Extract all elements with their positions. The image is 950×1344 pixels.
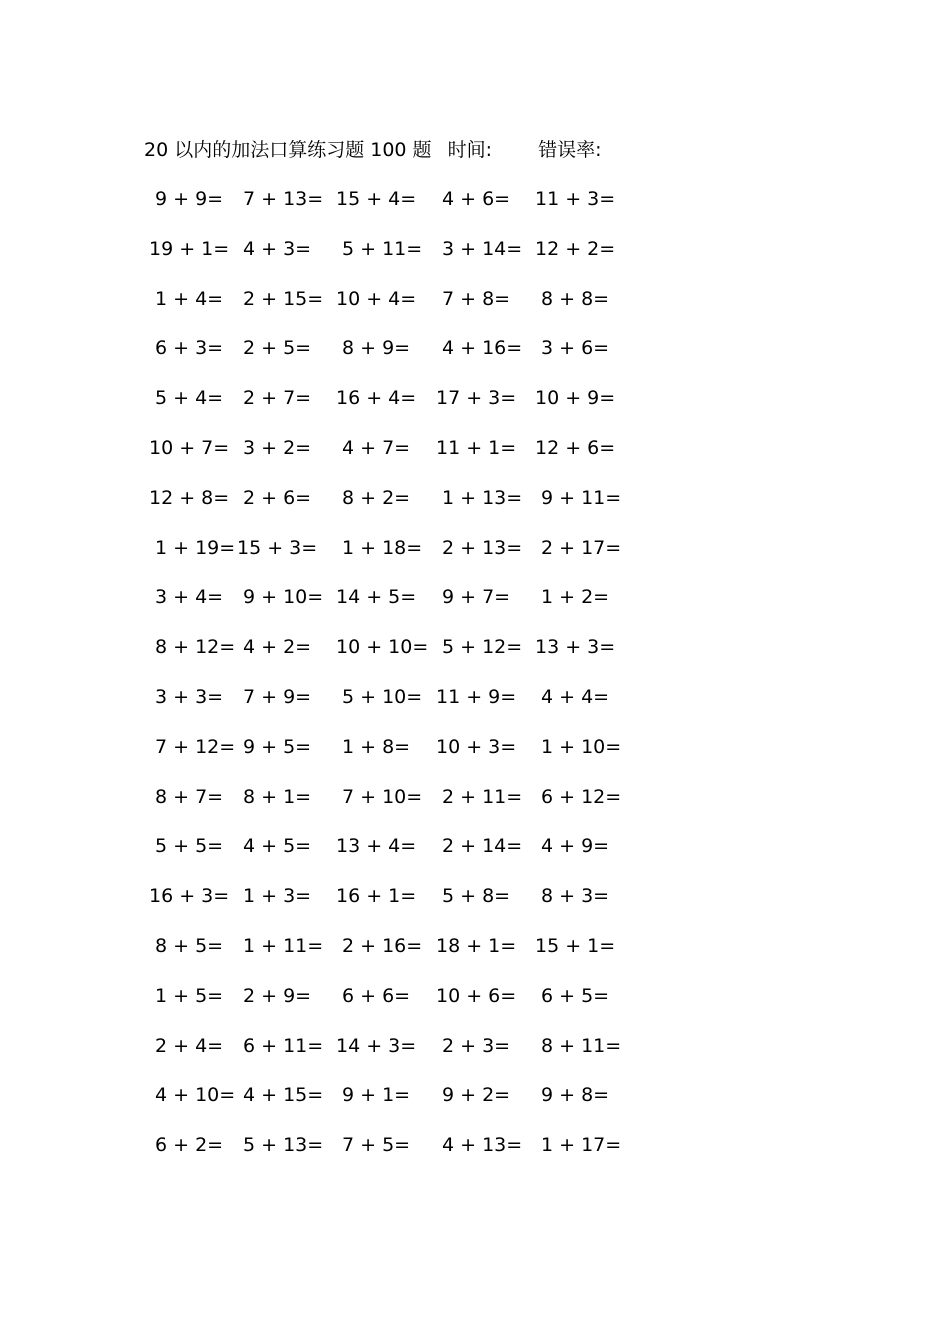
- addition-problem: 15 + 1=: [535, 935, 616, 957]
- addition-problem: 19 + 1=: [149, 237, 230, 260]
- addition-problem: 15 + 4=: [336, 188, 417, 210]
- problem-row: [0, 533, 950, 563]
- addition-problem: 10 + 9=: [535, 387, 616, 410]
- time-label: 时间:: [447, 139, 493, 161]
- problem-row: [0, 582, 950, 612]
- error-rate-label: 错误率:: [538, 139, 602, 161]
- problem-row: [0, 931, 950, 961]
- addition-problem: 11 + 1=: [436, 437, 517, 459]
- problem-row: [0, 1080, 950, 1110]
- problem-row: [0, 1130, 950, 1160]
- addition-problem: 5 + 5=: [155, 835, 224, 858]
- addition-problem: 2 + 5=: [243, 337, 312, 360]
- worksheet-title: 20 以内的加法口算练习题 100 题: [144, 139, 432, 161]
- addition-problem: 7 + 8=: [442, 287, 511, 310]
- addition-problem: 7 + 13=: [243, 188, 324, 210]
- addition-problem: 5 + 13=: [243, 1134, 324, 1157]
- problem-row: [0, 284, 950, 314]
- addition-problem: 9 + 5=: [243, 735, 312, 758]
- addition-problem: 17 + 3=: [436, 387, 517, 410]
- addition-problem: 6 + 6=: [342, 984, 411, 1007]
- addition-problem: 13 + 3=: [535, 636, 616, 659]
- addition-problem: 7 + 12=: [155, 735, 236, 758]
- addition-problem: 6 + 2=: [155, 1134, 224, 1157]
- addition-problem: 4 + 2=: [243, 636, 312, 659]
- addition-problem: 10 + 7=: [149, 437, 230, 459]
- addition-problem: 2 + 6=: [243, 486, 312, 509]
- addition-problem: 2 + 14=: [442, 835, 523, 858]
- problem-row: [0, 981, 950, 1011]
- addition-problem: 12 + 2=: [535, 237, 616, 260]
- addition-problem: 7 + 5=: [342, 1134, 411, 1157]
- problem-row: [0, 632, 950, 662]
- addition-problem: 1 + 4=: [155, 287, 224, 310]
- problem-row: [0, 1031, 950, 1061]
- addition-problem: 8 + 8=: [541, 287, 610, 310]
- addition-problem: 10 + 6=: [436, 984, 517, 1007]
- addition-problem: 4 + 9=: [541, 835, 610, 858]
- addition-problem: 2 + 17=: [541, 536, 622, 559]
- addition-problem: 8 + 2=: [342, 486, 411, 509]
- addition-problem: 8 + 5=: [155, 935, 224, 957]
- addition-problem: 9 + 10=: [243, 586, 324, 609]
- addition-problem: 5 + 8=: [442, 885, 511, 908]
- addition-problem: 8 + 12=: [155, 636, 236, 659]
- addition-problem: 1 + 18=: [342, 536, 423, 559]
- addition-problem: 8 + 9=: [342, 337, 411, 360]
- problem-row: [0, 831, 950, 861]
- addition-problem: 1 + 17=: [541, 1134, 622, 1157]
- problem-row: [0, 782, 950, 812]
- addition-problem: 9 + 7=: [442, 586, 511, 609]
- problem-row: [0, 732, 950, 762]
- addition-problem: 8 + 3=: [541, 885, 610, 908]
- addition-problem: 2 + 4=: [155, 1034, 224, 1057]
- addition-problem: 1 + 2=: [541, 586, 610, 609]
- addition-problem: 5 + 12=: [442, 636, 523, 659]
- addition-problem: 11 + 9=: [436, 686, 517, 708]
- addition-problem: 16 + 3=: [149, 885, 230, 908]
- addition-problem: 1 + 3=: [243, 885, 312, 908]
- addition-problem: 2 + 13=: [442, 536, 523, 559]
- addition-problem: 9 + 1=: [342, 1084, 411, 1107]
- addition-problem: 3 + 3=: [155, 686, 224, 708]
- addition-problem: 1 + 19=: [155, 536, 236, 559]
- addition-problem: 4 + 16=: [442, 337, 523, 360]
- addition-problem: 4 + 4=: [541, 686, 610, 708]
- addition-problem: 2 + 3=: [442, 1034, 511, 1057]
- addition-problem: 10 + 3=: [436, 735, 517, 758]
- addition-problem: 16 + 1=: [336, 885, 417, 908]
- addition-problem: 4 + 5=: [243, 835, 312, 858]
- addition-problem: 11 + 3=: [535, 188, 616, 210]
- addition-problem: 14 + 3=: [336, 1034, 417, 1057]
- addition-problem: 16 + 4=: [336, 387, 417, 410]
- problem-row: [0, 333, 950, 363]
- addition-problem: 4 + 15=: [243, 1084, 324, 1107]
- addition-problem: 10 + 10=: [336, 636, 429, 659]
- problem-row: [0, 234, 950, 264]
- addition-problem: 5 + 10=: [342, 686, 423, 708]
- addition-problem: 13 + 4=: [336, 835, 417, 858]
- addition-problem: 3 + 14=: [442, 237, 523, 260]
- addition-problem: 1 + 13=: [442, 486, 523, 509]
- addition-problem: 6 + 5=: [541, 984, 610, 1007]
- addition-problem: 9 + 9=: [155, 188, 224, 210]
- problem-row: [0, 881, 950, 911]
- addition-problem: 8 + 11=: [541, 1034, 622, 1057]
- addition-problem: 7 + 9=: [243, 686, 312, 708]
- addition-problem: 10 + 4=: [336, 287, 417, 310]
- addition-problem: 2 + 15=: [243, 287, 324, 310]
- addition-problem: 4 + 10=: [155, 1084, 236, 1107]
- addition-problem: 6 + 11=: [243, 1034, 324, 1057]
- addition-problem: 2 + 11=: [442, 785, 523, 808]
- addition-problem: 3 + 6=: [541, 337, 610, 360]
- addition-problem: 5 + 4=: [155, 387, 224, 410]
- addition-problem: 1 + 10=: [541, 735, 622, 758]
- problem-row: [0, 184, 950, 214]
- problem-row: [0, 383, 950, 413]
- problem-row: [0, 483, 950, 513]
- addition-problem: 7 + 10=: [342, 785, 423, 808]
- addition-problem: 6 + 3=: [155, 337, 224, 360]
- addition-problem: 6 + 12=: [541, 785, 622, 808]
- addition-problem: 12 + 8=: [149, 486, 230, 509]
- addition-problem: 9 + 2=: [442, 1084, 511, 1107]
- problem-row: [0, 433, 950, 463]
- addition-problem: 8 + 1=: [243, 785, 312, 808]
- addition-problem: 4 + 3=: [243, 237, 312, 260]
- addition-problem: 3 + 4=: [155, 586, 224, 609]
- addition-problem: 1 + 5=: [155, 984, 224, 1007]
- addition-problem: 4 + 13=: [442, 1134, 523, 1157]
- addition-problem: 2 + 9=: [243, 984, 312, 1007]
- addition-problem: 5 + 11=: [342, 237, 423, 260]
- addition-problem: 12 + 6=: [535, 437, 616, 459]
- addition-problem: 15 + 3=: [237, 536, 318, 559]
- addition-problem: 4 + 6=: [442, 188, 511, 210]
- addition-problem: 9 + 8=: [541, 1084, 610, 1107]
- addition-problem: 4 + 7=: [342, 437, 411, 459]
- addition-problem: 8 + 7=: [155, 785, 224, 808]
- addition-problem: 1 + 8=: [342, 735, 411, 758]
- problem-row: [0, 682, 950, 712]
- addition-problem: 14 + 5=: [336, 586, 417, 609]
- addition-problem: 18 + 1=: [436, 935, 517, 957]
- addition-problem: 9 + 11=: [541, 486, 622, 509]
- addition-problem: 2 + 16=: [342, 935, 423, 957]
- addition-problem: 3 + 2=: [243, 437, 312, 459]
- addition-problem: 2 + 7=: [243, 387, 312, 410]
- addition-problem: 1 + 11=: [243, 935, 324, 957]
